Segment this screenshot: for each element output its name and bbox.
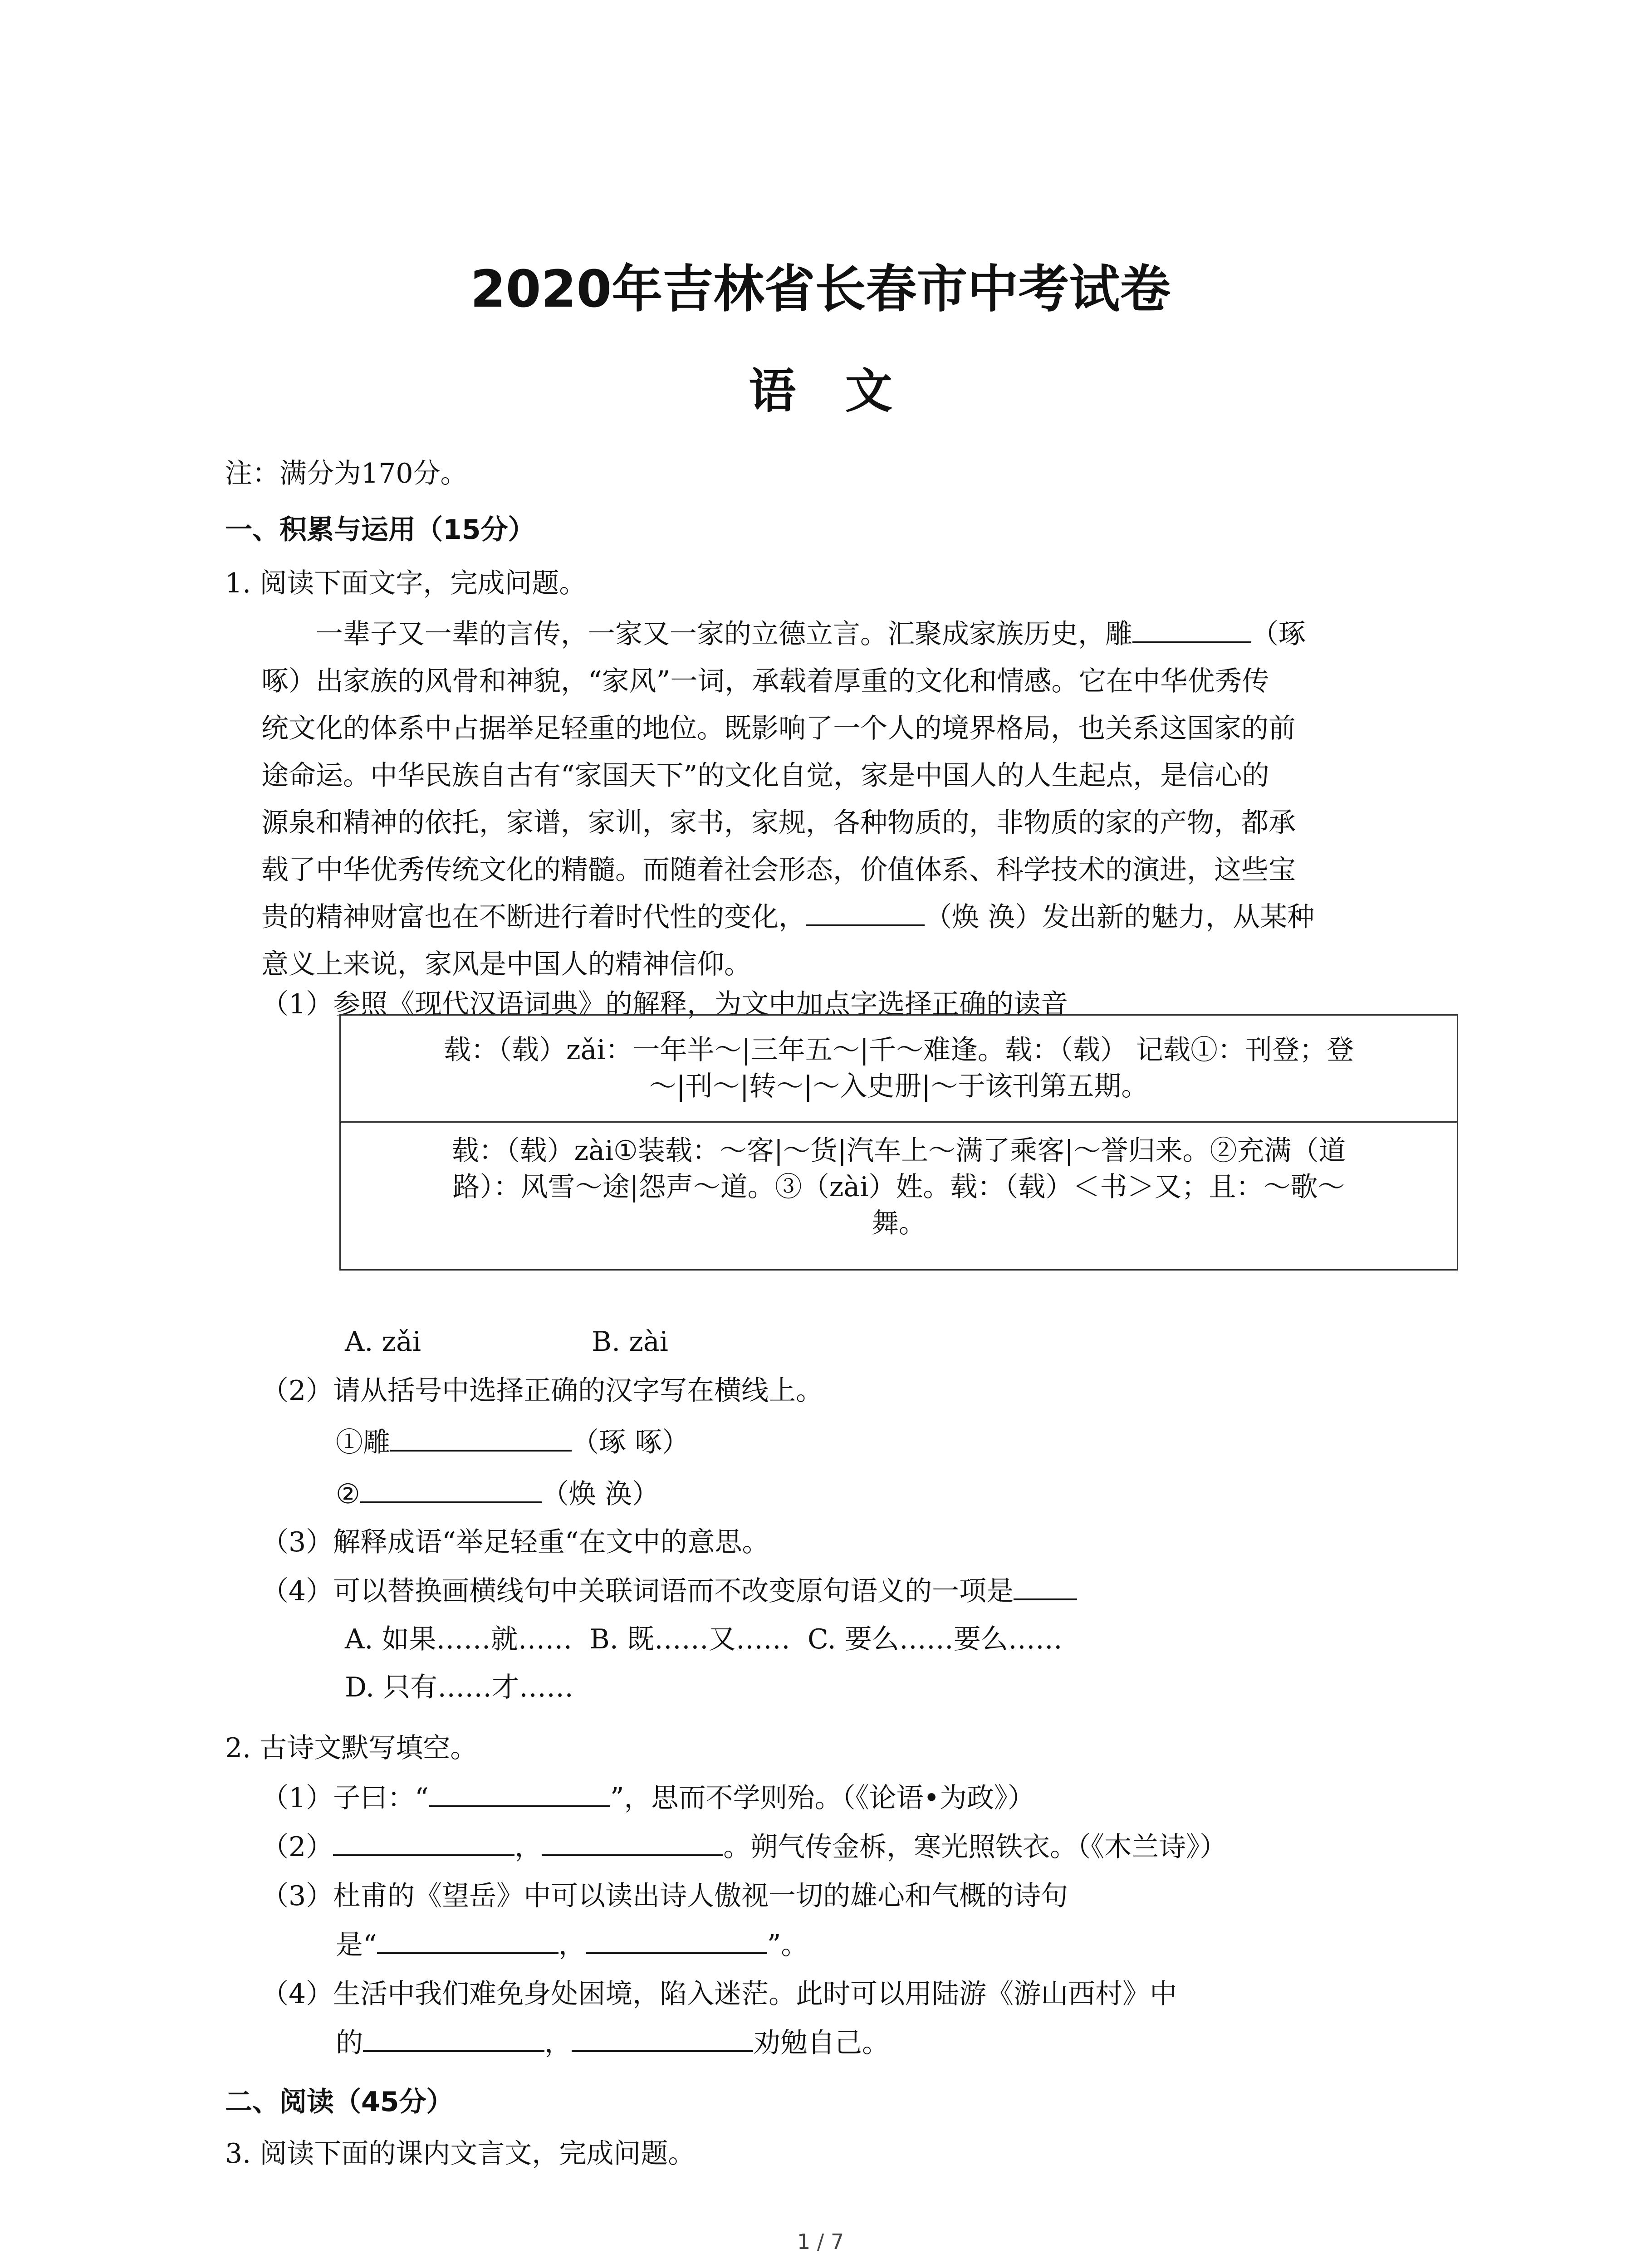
q1-option-a[interactable]: A. zǎi — [345, 1326, 421, 1358]
page-number: 1 / 7 — [797, 2229, 844, 2254]
dictionary-row-1: 载：（载）zǎi：一年半～|三年五～|千～难逢。载：（载） 记载①：刊登；登 ～|刊～|转～|～入史册|～于该刊第五期。 — [341, 1016, 1457, 1123]
q1-sub4: （4）可以替换画横线句中关联词语而不改变原句语义的一项是 — [261, 1574, 1077, 1608]
poem-blank-4a[interactable] — [363, 2027, 544, 2052]
dictionary-table — [339, 1014, 1458, 1271]
q1-sub4-options-1: A. 如果……就…… B. 既……又…… C. 要么……要么…… — [345, 1623, 1063, 1655]
passage-line-6: 载了中华优秀传统文化的精髓。而随着社会形态，价值体系、科学技术的演进，这些宝 — [261, 854, 1296, 886]
answer-blank-radiate[interactable] — [360, 1478, 542, 1503]
page-subtitle: 语 文 — [749, 363, 892, 419]
q2-part4-line1: （4）生活中我们难免身处困境，陷入迷茫。此时可以用陆游《游山西村》中 — [261, 1978, 1177, 2010]
q1-sub1: （1）参照《现代汉语词典》的解释，为文中加点字选择正确的读音 — [261, 988, 1068, 1020]
passage-line-2: 啄）出家族的风骨和神貌，“家风”一词，承载着厚重的文化和情感。它在中华优秀传 — [261, 665, 1269, 697]
passage-line-5: 源泉和精神的依托，家谱，家训，家书，家规，各种物质的，非物质的家的产物，都承 — [261, 807, 1296, 839]
passage-line-1: 一辈子又一辈的言传，一家又一家的立德立言。汇聚成家族历史，雕 （琢 — [316, 618, 1306, 650]
q1-sub2-item2: ② （焕 涣） — [336, 1478, 659, 1510]
q3-stem: 3. 阅读下面的课内文言文，完成问题。 — [225, 2138, 696, 2170]
poem-blank-3a[interactable] — [377, 1929, 558, 1954]
page-title: 2020年吉林省长春市中考试卷 — [470, 260, 1171, 319]
q2-part3-line2: 是“ ， ”。 — [336, 1929, 808, 1961]
poem-blank-2b[interactable] — [542, 1831, 723, 1856]
q1-sub4-options-2: D. 只有……才…… — [345, 1672, 574, 1703]
q2-part4-line2: 的 ， 劝勉自己。 — [336, 2027, 889, 2059]
answer-blank-choice[interactable] — [1014, 1575, 1077, 1600]
dictionary-row-2: 载：（载）zài①装载：～客|～货|汽车上～满了乘客|～誉归来。②充满（道 路）：风雪～途|怨声～道。③（zài）姓。载：（载）＜书＞又；且：～歌～ 舞。 — [451, 1135, 1346, 1239]
passage-line-8: 意义上来说，家风是中国人的精神信仰。 — [261, 948, 751, 980]
poem-blank-3b[interactable] — [586, 1929, 767, 1954]
passage-blank-2[interactable] — [806, 901, 925, 926]
q1-sub3: （3）解释成语“举足轻重“在文中的意思。 — [261, 1526, 769, 1558]
passage-line-4: 途命运。中华民族自古有“家国天下”的文化自觉，家是中国人的人生起点，是信心的 — [261, 760, 1269, 792]
passage-blank-1[interactable] — [1132, 618, 1251, 643]
q1-sub2: （2）请从括号中选择正确的汉字写在横线上。 — [261, 1375, 823, 1407]
q2-stem: 2. 古诗文默写填空。 — [225, 1732, 478, 1764]
q2-part3-line1: （3）杜甫的《望岳》中可以读出诗人傲视一切的雄心和气概的诗句 — [261, 1880, 1068, 1912]
exam-note: 注：满分为170分。 — [225, 458, 468, 489]
q2-part1: （1）子曰：“ ”，思而不学则殆。（《论语•为政》） — [261, 1782, 1035, 1814]
q1-stem: 1. 阅读下面文字，完成问题。 — [225, 567, 587, 599]
poem-blank-2a[interactable] — [333, 1831, 514, 1856]
poem-blank-1[interactable] — [429, 1782, 610, 1807]
q1-option-b[interactable]: B. zài — [592, 1326, 668, 1358]
q1-sub2-item1: ①雕 （琢 啄） — [336, 1427, 690, 1458]
passage-line-7: 贵的精神财富也在不断进行着时代性的变化， （焕 涣）发出新的魅力，从某种 — [261, 901, 1315, 933]
q2-part2: （2） ， 。朔气传金柝，寒光照铁衣。（《木兰诗》） — [261, 1831, 1227, 1863]
poem-blank-4b[interactable] — [572, 2027, 753, 2052]
passage-line-3: 统文化的体系中占据举足轻重的地位。既影响了一个人的境界格局，也关系这国家的前 — [261, 713, 1296, 744]
section2-heading: 二、阅读（45分） — [225, 2086, 454, 2118]
section1-heading: 一、积累与运用（15分） — [225, 514, 535, 546]
answer-blank-carve[interactable] — [390, 1426, 572, 1452]
